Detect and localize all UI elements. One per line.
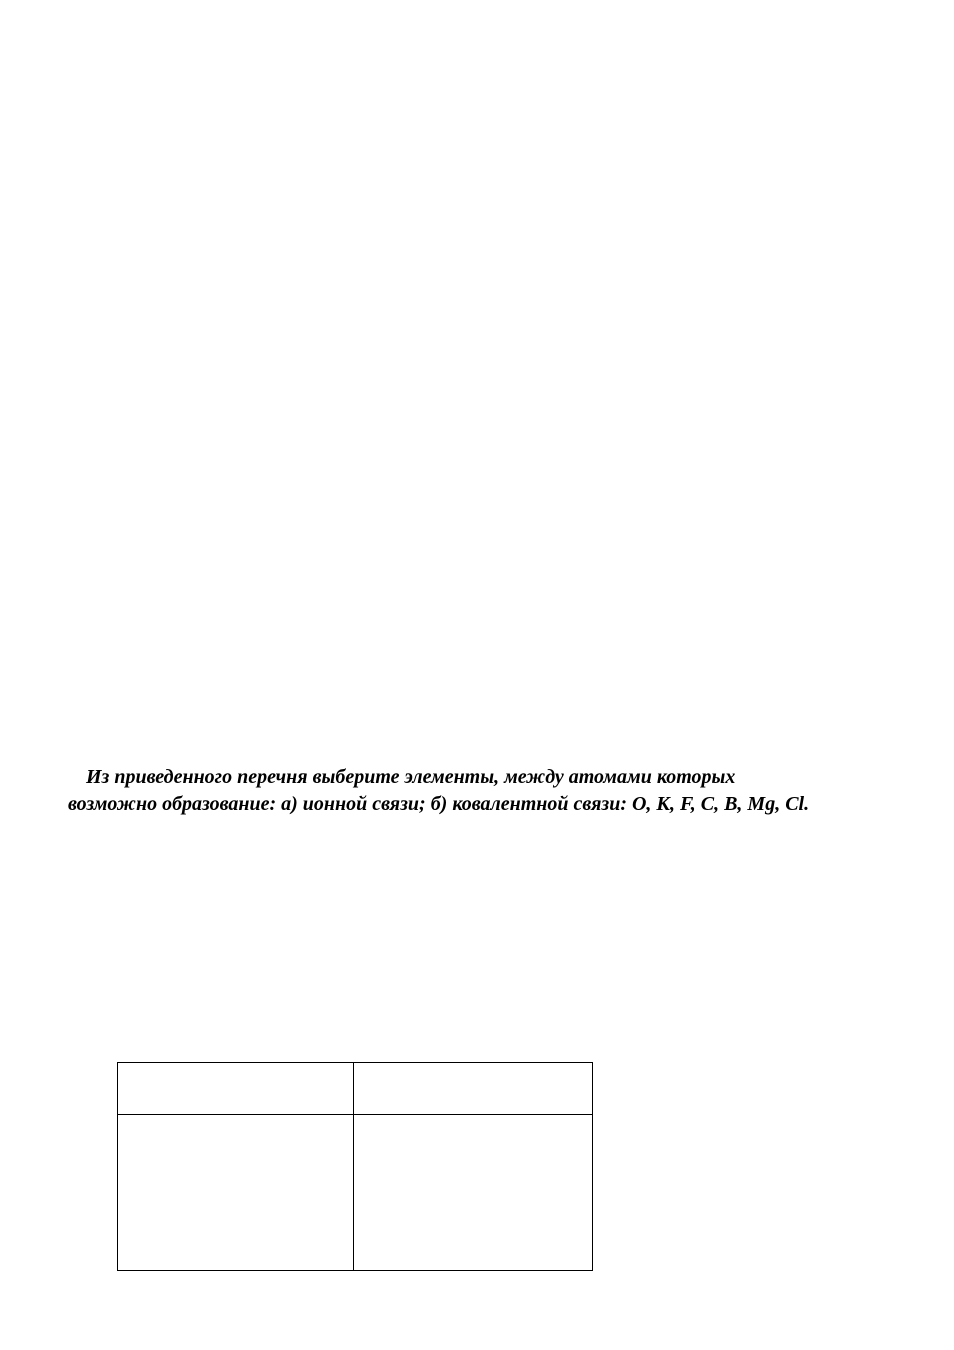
task-line-2: возможно образование: а) ионной связи; б) ковалентной связи: O, К, F, C, B, Mg, Cl. [68, 793, 810, 815]
table-header-cell-ionic[interactable] [118, 1063, 354, 1115]
task-statement [0, 764, 954, 818]
answer-table [117, 1062, 593, 1271]
task-line-1: Из приведенного перечня выберите элементы, между атомами которых [86, 766, 736, 788]
table-row [118, 1115, 593, 1271]
table-cell-covalent-answer[interactable] [354, 1115, 593, 1271]
table-header-row [118, 1063, 593, 1115]
table-cell-ionic-answer[interactable] [118, 1115, 354, 1271]
table-header-cell-covalent[interactable] [354, 1063, 593, 1115]
